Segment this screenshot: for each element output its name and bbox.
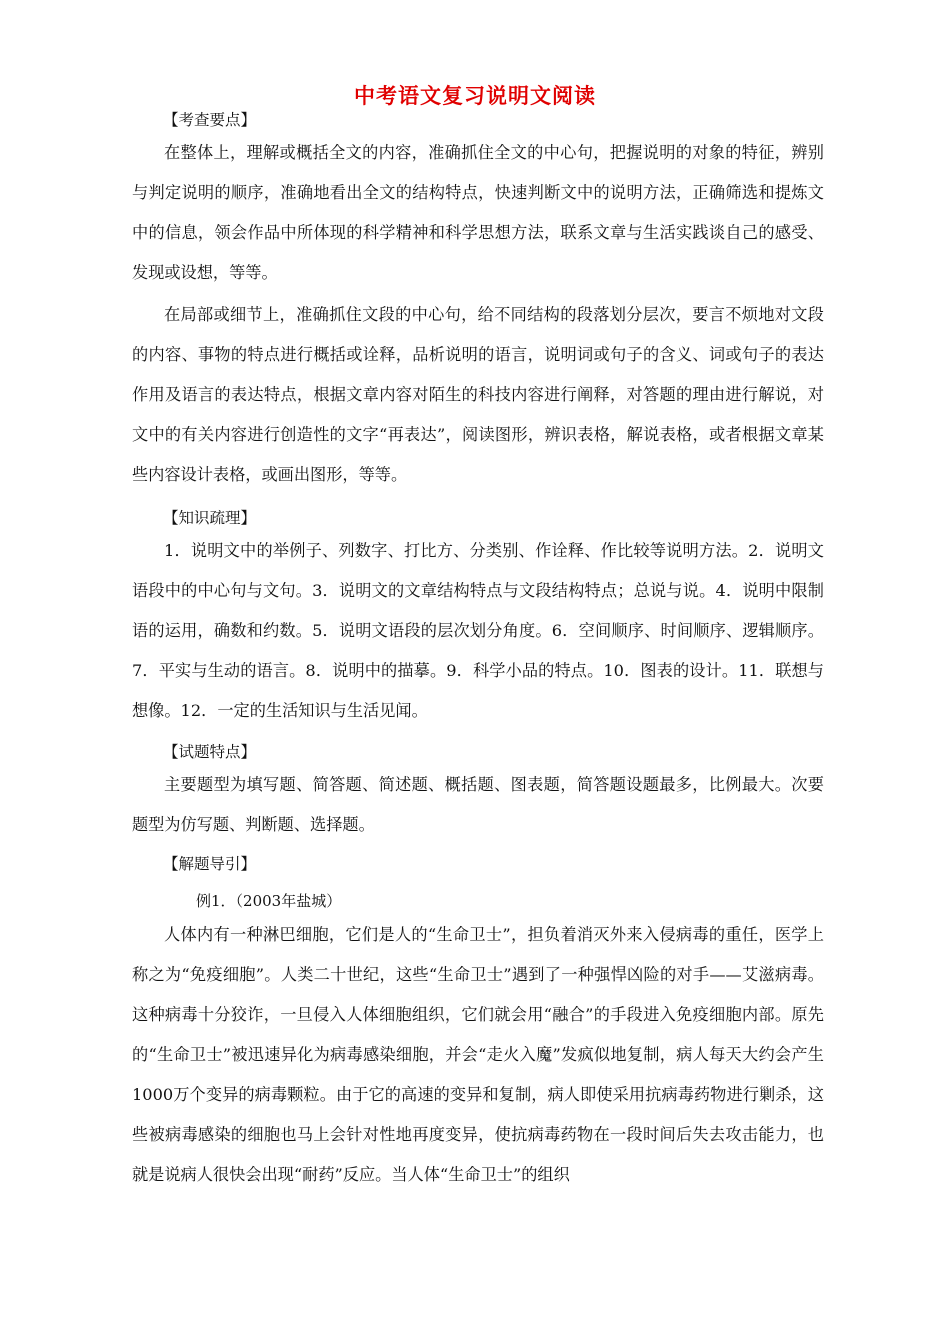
paragraph-kaocha-2: 在局部或细节上，准确抓住文段的中心句，给不同结构的段落划分层次，要言不烦地对文段的内容、事物的特点进行概括或诠释，品析说明的语言，说明词或句子的含义、词或句子的表达作用及语言的表达特点，根据文章内容对陌生的科技内容进行阐释，对答题的理由进行解说，对文中的有关内容进行创造性的文字“再表达”，阅读图形，辨识表格，解说表格，或者根据文章某些内容设计表格，或画出图形，等等。: [132, 305, 824, 484]
document-title: 中考语文复习说明文阅读: [354, 84, 596, 108]
paragraph-zhishi-1: 1．说明文中的举例子、列数字、打比方、分类别、作诠释、作比较等说明方法。2．说明文语段中的中心句与文句。3．说明文的文章结构特点与文段结构特点；总说与说。4．说明中限制语的运用，确数和约数。5．说明文语段的层次划分角度。6．空间顺序、时间顺序、逻辑顺序。7．平实与生动的语言。8．说明中的描摹。9．科学小品的特点。10．图表的设计。11．联想与想像。12．一定的生活知识与生活见闻。: [132, 541, 824, 720]
paragraph-jieti-1: 人体内有一种淋巴细胞，它们是人的“生命卫士”，担负着消灭外来入侵病毒的重任，医学上称之为“免疫细胞”。人类二十世纪，这些“生命卫士”遇到了一种强悍凶险的对手——艾滋病毒。这种病毒十分狡诈，一旦侵入人体细胞组织，它们就会用“融合”的手段进入免疫细胞内部。原先的“生命卫士”被迅速异化为病毒感染细胞，并会“走火入魔”发疯似地复制，病人每天大约会产生1000万个变异的病毒颗粒。由于它的高速的变异和复制，病人即使采用抗病毒药物进行剿杀，这些被病毒感染的细胞也马上会针对性地再度变异，使抗病毒药物在一段时间后失去攻击能力，也就是说病人很快会出现“耐药”反应。当人体“生命卫士”的组织: [132, 925, 824, 1184]
section-heading-shiti: 【试题特点】: [163, 743, 257, 761]
section-heading-kaocha: 【考查要点】: [163, 111, 257, 129]
example-label: 例1．（2003年盐城）: [196, 892, 342, 910]
section-heading-jieti: 【解题导引】: [163, 855, 257, 873]
paragraph-shiti-1: 主要题型为填写题、简答题、简述题、概括题、图表题，简答题设题最多，比例最大。次要题型为仿写题、判断题、选择题。: [132, 775, 824, 834]
paragraph-kaocha-1: 在整体上，理解或概括全文的内容，准确抓住全文的中心句，把握说明的对象的特征，辨别与判定说明的顺序，准确地看出全文的结构特点，快速判断文中的说明方法，正确筛选和提炼文中的信息，领会作品中所体现的科学精神和科学思想方法，联系文章与生活实践谈自己的感受、发现或设想，等等。: [132, 143, 824, 282]
section-heading-zhishi: 【知识疏理】: [163, 509, 257, 527]
